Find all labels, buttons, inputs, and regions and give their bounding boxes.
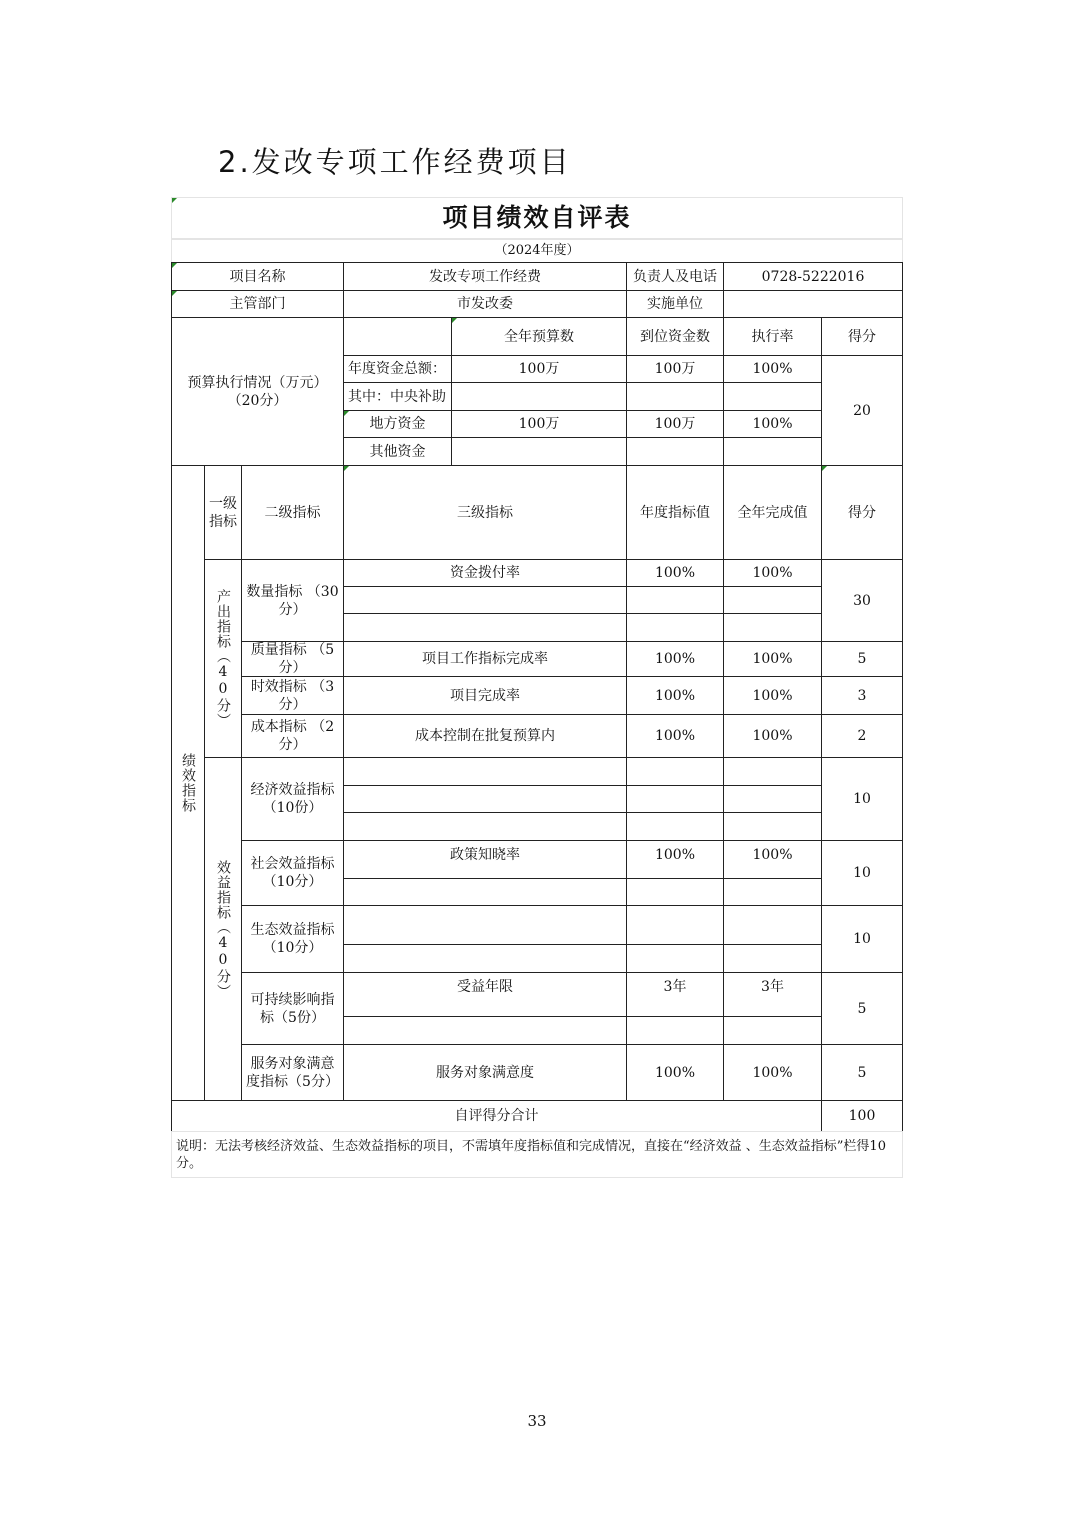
- empty-cell: [723, 757, 822, 786]
- empty-cell: [723, 905, 822, 945]
- contact-label: 负责人及电话: [626, 262, 724, 291]
- indicator-actual: 100%: [723, 641, 822, 677]
- indicator-target: 100%: [626, 1044, 724, 1101]
- empty-cell: [626, 757, 724, 786]
- indicator-actual: 100%: [723, 1044, 822, 1101]
- sustain-score: 5: [821, 972, 903, 1045]
- cell-marker-icon: [172, 291, 177, 296]
- empty-cell: [343, 905, 627, 945]
- empty-cell: [723, 785, 822, 813]
- quality-indicator-label: 质量指标 （5分）: [241, 641, 344, 677]
- empty-cell: [626, 944, 724, 973]
- indicator-target: 100%: [626, 559, 724, 587]
- empty-cell: [723, 812, 822, 841]
- budget-cell: [723, 382, 822, 411]
- empty-cell: [723, 1016, 822, 1045]
- project-name-label: 项目名称: [171, 262, 344, 291]
- empty-cell: [723, 613, 822, 642]
- indicator-actual: 100%: [723, 559, 822, 587]
- empty-cell: [343, 944, 627, 973]
- indicator-actual: 100%: [723, 714, 822, 758]
- empty-cell: [723, 944, 822, 973]
- contact-value: 0728-5222016: [723, 262, 903, 291]
- budget-row-label: 其中：中央补助: [343, 382, 452, 411]
- empty-cell: [626, 613, 724, 642]
- cost-indicator-label: 成本指标 （2分）: [241, 714, 344, 758]
- time-indicator-label: 时效指标 （3分）: [241, 676, 344, 715]
- quantity-indicator-label: 数量指标 （30分）: [241, 559, 344, 642]
- indicator-score: 5: [821, 641, 903, 677]
- satisfy-indicator-label: 服务对象满意度指标（5分）: [241, 1044, 344, 1101]
- sustain-indicator-label: 可持续影响指标（5份）: [241, 972, 344, 1045]
- budget-cell: [626, 437, 724, 466]
- eco-score: 10: [821, 905, 903, 973]
- empty-cell: [723, 586, 822, 614]
- budget-cell: 100%: [723, 410, 822, 438]
- budget-cell: 100万: [626, 410, 724, 438]
- budget-row-label: 年度资金总额：: [343, 355, 452, 383]
- empty-cell: [343, 586, 627, 614]
- indicator-target: 100%: [626, 714, 724, 758]
- indicator-name: 项目完成率: [343, 676, 627, 715]
- budget-header: 执行率: [723, 317, 822, 356]
- indicator-header: 年度指标值: [626, 465, 724, 560]
- indicator-name: 资金拨付率: [343, 559, 627, 587]
- indicator-score: 3: [821, 676, 903, 715]
- indicator-name: 受益年限: [343, 972, 627, 1017]
- budget-cell: [451, 437, 627, 466]
- budget-header: 到位资金数: [626, 317, 724, 356]
- budget-row-label: 其他资金: [343, 437, 452, 466]
- indicator-name: 成本控制在批复预算内: [343, 714, 627, 758]
- cell-marker-icon: [172, 198, 177, 203]
- indicator-score: 2: [821, 714, 903, 758]
- impl-label: 实施单位: [626, 290, 724, 318]
- impl-value: [723, 290, 903, 318]
- indicator-target: 100%: [626, 676, 724, 715]
- indicator-target: 100%: [626, 641, 724, 677]
- eco-indicator-label: 生态效益指标（10分）: [241, 905, 344, 973]
- page-heading: 2.发改专项工作经费项目: [218, 145, 572, 179]
- indicator-target: 100%: [626, 840, 724, 879]
- total-label: 自评得分合计: [171, 1100, 822, 1132]
- indicator-header: 得分: [821, 465, 903, 560]
- indicator-actual: 100%: [723, 676, 822, 715]
- empty-cell: [343, 785, 627, 813]
- table-title: 项目绩效自评表: [171, 197, 903, 239]
- indicator-header: 全年完成值: [723, 465, 822, 560]
- empty-cell: [626, 586, 724, 614]
- indicator-header: 一级指标: [204, 465, 242, 560]
- indicator-name: 服务对象满意度: [343, 1044, 627, 1101]
- indicator-score: 5: [821, 1044, 903, 1101]
- empty-cell: [626, 812, 724, 841]
- budget-cell: 100万: [451, 410, 627, 438]
- indicators-section-label: 绩效指标: [171, 465, 205, 1101]
- empty-cell: [626, 1016, 724, 1045]
- budget-cell: 100%: [723, 355, 822, 383]
- social-indicator-label: 社会效益指标（10分）: [241, 840, 344, 906]
- empty-cell: [343, 1016, 627, 1045]
- empty-cell: [626, 905, 724, 945]
- table-year: （2024年度）: [171, 239, 903, 263]
- econ-indicator-label: 经济效益指标（10份）: [241, 757, 344, 841]
- indicator-name: 项目工作指标完成率: [343, 641, 627, 677]
- cell-marker-icon: [452, 318, 457, 323]
- quantity-score: 30: [821, 559, 903, 642]
- indicator-target: 3年: [626, 972, 724, 1017]
- cell-marker-icon: [172, 263, 177, 268]
- cell-marker-icon: [344, 466, 349, 471]
- benefit-indicators-label: 效益指标（40分）: [204, 757, 242, 1101]
- budget-header-blank: [343, 317, 452, 356]
- budget-cell: 100万: [626, 355, 724, 383]
- dept-value: 市发改委: [343, 290, 627, 318]
- empty-cell: [343, 757, 627, 786]
- dept-label: 主管部门: [171, 290, 344, 318]
- empty-cell: [626, 878, 724, 906]
- budget-cell: [451, 382, 627, 411]
- budget-score: 20: [821, 355, 903, 466]
- cell-marker-icon: [344, 411, 349, 416]
- budget-section-label: 预算执行情况（万元）（20分）: [171, 317, 344, 466]
- budget-cell: 100万: [451, 355, 627, 383]
- performance-table: [171, 197, 903, 1178]
- indicator-name: 政策知晓率: [343, 840, 627, 879]
- table-note: 说明：无法考核经济效益、生态效益指标的项目，不需填年度指标值和完成情况，直接在“经济效益 、生态效益指标”栏得10分。: [171, 1131, 903, 1178]
- empty-cell: [343, 613, 627, 642]
- project-name-value: 发改专项工作经费: [343, 262, 627, 291]
- output-indicators-label: 产出指标（40分）: [204, 559, 242, 758]
- empty-cell: [343, 812, 627, 841]
- econ-score: 10: [821, 757, 903, 841]
- budget-header: 全年预算数: [451, 317, 627, 356]
- total-score: 100: [821, 1100, 903, 1132]
- cell-marker-icon: [822, 466, 827, 471]
- budget-cell: [723, 437, 822, 466]
- page-number: 33: [527, 1412, 547, 1430]
- social-score: 10: [821, 840, 903, 906]
- budget-row-label: 地方资金: [343, 410, 452, 438]
- empty-cell: [626, 785, 724, 813]
- indicator-header: 三级指标: [343, 465, 627, 560]
- empty-cell: [723, 878, 822, 906]
- indicator-actual: 100%: [723, 840, 822, 879]
- indicator-header: 二级指标: [241, 465, 344, 560]
- empty-cell: [343, 878, 627, 906]
- indicator-actual: 3年: [723, 972, 822, 1017]
- budget-cell: [626, 382, 724, 411]
- budget-header: 得分: [821, 317, 903, 356]
